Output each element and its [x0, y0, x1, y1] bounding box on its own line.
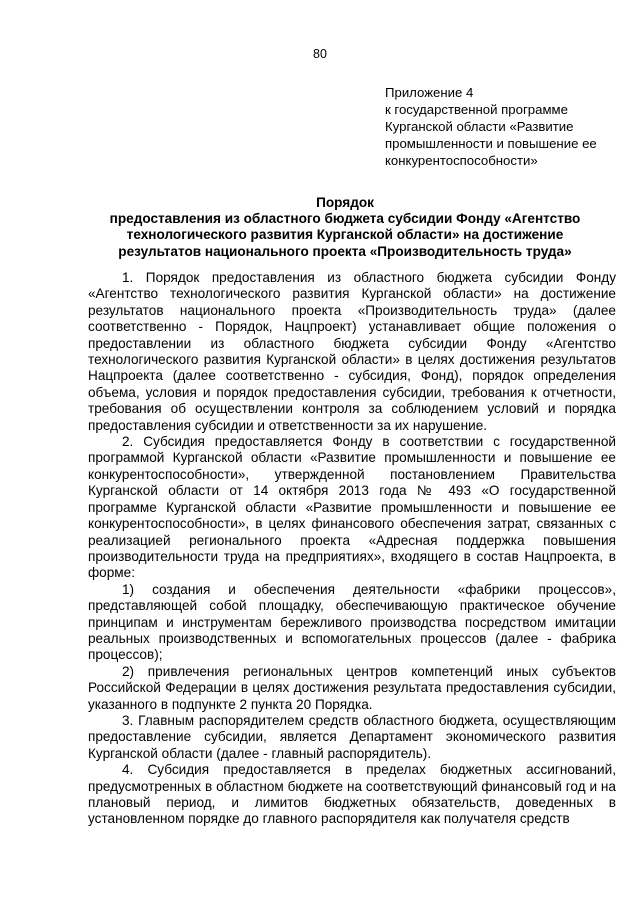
paragraph-2: 2. Субсидия предоставляется Фонду в соответствии с государственной программой Курганской области «Развитие промышленности и повышение ее конкурентоспособности», утвержденной постановлением Правительства Курганской области от 14 октября 2013 года № 493 «О государственной программе Курганской области «Развитие промышленности и повышение ее конкурентоспособности», в целях финансового обеспечения затрат, связанных с реализацией регионального проекта «Адресная поддержка повышения производительности труда на предприятиях», входящего в состав Нацпроекта, в форме:: [88, 434, 616, 581]
subparagraph-2-2: 2) привлечения региональных центров компетенций иных субъектов Российской Федерации в целях достижения результата предоставления субсидии, указанного в подпункте 2 пункта 20 Порядка.: [88, 663, 616, 712]
paragraph-3: 3. Главным распорядителем средств областного бюджета, осуществляющим предоставление субсидии, является Департамент экономического развития Курганской области (далее - главный распорядитель).: [88, 712, 616, 761]
subparagraph-2-1: 1) создания и обеспечения деятельности «фабрики процессов», представляющей собой площадку, обеспечивающую практическое обучение принципам и инструментам бережливого производства посредством имитации реальных производственных и вспомогательных процессов (далее - фабрика процессов);: [88, 581, 616, 663]
title-line: Порядок: [316, 195, 374, 210]
paragraph-4: 4. Субсидия предоставляется в пределах бюджетных ассигнований, предусмотренных в областном бюджете на соответствующий финансовый год и на плановый период, и лимитов бюджетных обязательств, доведенных в установленном порядке до главного распорядителя как получателя средств: [88, 762, 616, 827]
appendix-line: Приложение 4: [385, 85, 474, 100]
document-title: [80, 195, 610, 260]
appendix-line: конкурентоспособности»: [385, 153, 538, 168]
title-line: результатов национального проекта «Производительность труда»: [118, 243, 572, 259]
appendix-line: к государственной программе: [385, 102, 568, 117]
document-body: [88, 270, 616, 828]
appendix-heading: [385, 84, 635, 169]
title-line: технологического развития Курганской области» на достижение: [126, 227, 564, 243]
title-line: предоставления из областного бюджета субсидии Фонду «Агентство: [109, 211, 581, 227]
appendix-line: промышленности и повышение ее: [385, 136, 597, 151]
appendix-line: Курганской области «Развитие: [385, 119, 574, 134]
page-number: 80: [313, 47, 327, 61]
paragraph-1: 1. Порядок предоставления из областного бюджета субсидии Фонду «Агентство технологического развития Курганской области» на достижение результатов национального проекта «Производительность труда» (далее соответственно - Порядок, Нацпроект) устанавливает общие положения о предоставлении из областного бюджета субсидии Фонду «Агентство технологического развития Курганской области» в целях достижения результатов Нацпроекта (далее соответственно - субсидия, Фонд), порядок определения объема, условия и порядок предоставления субсидии, требования к отчетности, требования об осуществлении контроля за соблюдением условий и порядка предоставления субсидии и ответственности за их нарушение.: [88, 270, 616, 433]
